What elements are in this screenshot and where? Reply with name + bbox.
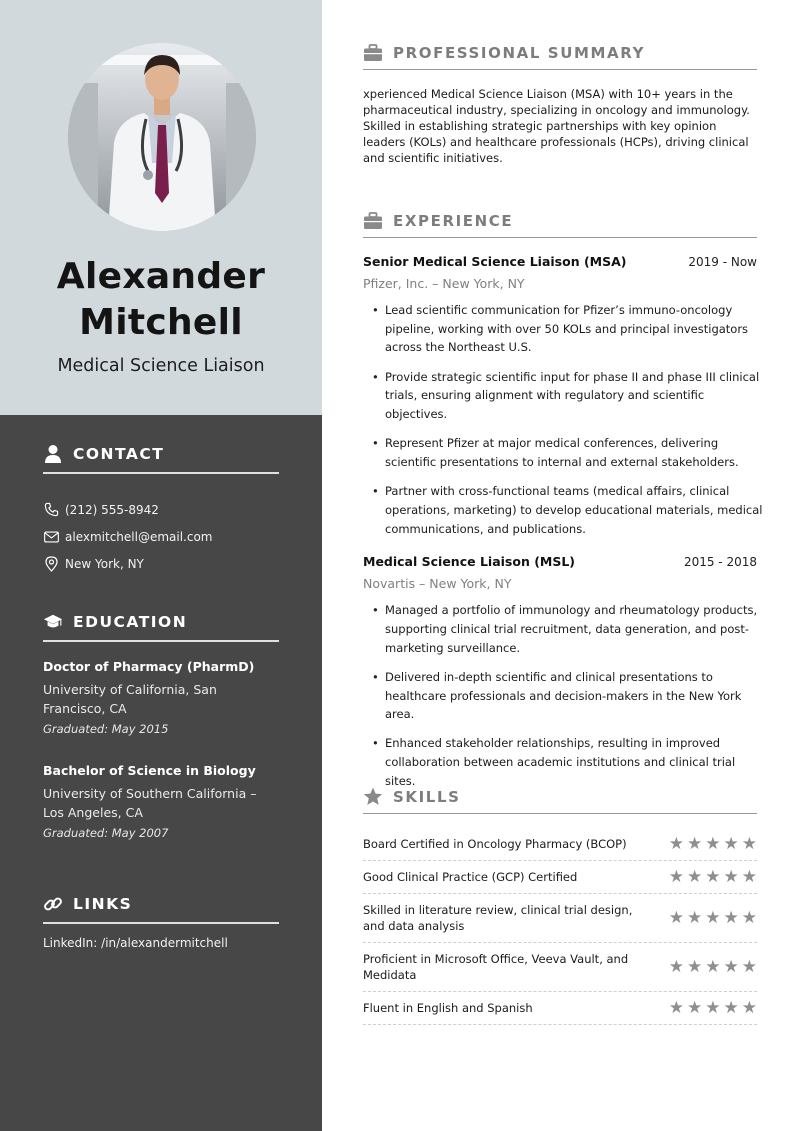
links-title: LINKS xyxy=(73,895,133,913)
star-icon: ★ xyxy=(705,867,721,887)
star-icon: ★ xyxy=(687,867,703,887)
education-graduated: Graduated: May 2015 xyxy=(43,722,169,736)
star-icon: ★ xyxy=(741,867,757,887)
candidate-name xyxy=(0,254,322,346)
experience-title: EXPERIENCE xyxy=(393,211,514,230)
skill-row xyxy=(363,861,757,894)
star-icon: ★ xyxy=(705,908,721,928)
education-item xyxy=(43,658,279,736)
star-icon: ★ xyxy=(705,957,721,977)
skills-heading xyxy=(363,784,757,814)
links-section xyxy=(43,890,279,950)
education-item xyxy=(43,762,279,840)
education-degree: Doctor of Pharmacy (PharmD) xyxy=(43,659,255,674)
star-icon: ★ xyxy=(723,908,739,928)
job-bullet: • Represent Pfizer at major medical conferences, delivering scientific presentations to internal and external stakeholders. xyxy=(363,434,768,471)
briefcase-icon xyxy=(363,43,383,63)
skill-name: Skilled in literature review, clinical trial design, and data analysis xyxy=(363,903,633,933)
candidate-role: Medical Science Liaison xyxy=(57,356,265,376)
map-pin-icon xyxy=(43,556,59,572)
skill-row xyxy=(363,828,757,861)
star-icon: ★ xyxy=(741,908,757,928)
education-title: EDUCATION xyxy=(73,613,188,631)
job-bullet: • Delivered in-depth scientific and clinical presentations to healthcare professionals and decision-makers in the New York area. xyxy=(363,668,768,724)
profile-photo xyxy=(68,43,256,231)
skill-rating xyxy=(666,910,757,926)
contact-location xyxy=(43,550,279,577)
skills-list xyxy=(363,828,757,1025)
summary-heading xyxy=(363,40,757,70)
job-dates: 2019 - Now xyxy=(688,255,757,269)
star-icon: ★ xyxy=(668,908,684,928)
contact-section xyxy=(43,440,279,577)
star-icon: ★ xyxy=(723,998,739,1018)
briefcase-icon xyxy=(363,211,383,231)
graduation-cap-icon xyxy=(43,612,63,632)
skill-row xyxy=(363,992,757,1025)
job-company: Novartis – New York, NY xyxy=(363,576,512,592)
education-school: University of Southern California – Los Angeles, CA xyxy=(43,786,257,820)
skill-rating xyxy=(666,836,757,852)
phone-text[interactable]: (212) 555-8942 xyxy=(65,502,159,517)
summary-section xyxy=(363,40,757,166)
star-icon: ★ xyxy=(723,834,739,854)
skills-title: SKILLS xyxy=(393,787,461,806)
experience-section xyxy=(363,208,763,801)
skill-name: Fluent in English and Spanish xyxy=(363,1001,533,1015)
job-bullet: • Partner with cross-functional teams (medical affairs, clinical operations, marketing) to develop educational materials, medical communications, and publications. xyxy=(363,482,768,538)
email-text[interactable]: alexmitchell@email.com xyxy=(65,529,213,544)
skill-row xyxy=(363,943,757,992)
contact-heading xyxy=(43,440,279,474)
envelope-icon xyxy=(43,529,59,545)
education-heading xyxy=(43,608,279,642)
contact-email xyxy=(43,523,279,550)
star-icon: ★ xyxy=(687,908,703,928)
job-title: Senior Medical Science Liaison (MSA) xyxy=(363,254,627,269)
job-bullet: • Enhanced stakeholder relationships, resulting in improved collaboration between academic institutions and clinical trial sites. xyxy=(363,734,768,790)
job-entry xyxy=(363,554,757,790)
candidate-last-name: Mitchell xyxy=(79,302,243,343)
skill-name: Proficient in Microsoft Office, Veeva Vault, and Medidata xyxy=(363,952,629,982)
summary-title: PROFESSIONAL SUMMARY xyxy=(393,43,646,62)
education-degree: Bachelor of Science in Biology xyxy=(43,763,256,778)
job-dates: 2015 - 2018 xyxy=(683,555,757,570)
profile-header xyxy=(0,0,322,415)
star-icon: ★ xyxy=(668,834,684,854)
skill-name: Good Clinical Practice (GCP) Certified xyxy=(363,870,578,884)
skill-name: Board Certified in Oncology Pharmacy (BCOP) xyxy=(363,837,627,851)
link-icon xyxy=(43,894,63,914)
star-icon: ★ xyxy=(705,834,721,854)
star-icon: ★ xyxy=(723,867,739,887)
skill-row xyxy=(363,894,757,943)
star-icon: ★ xyxy=(668,998,684,1018)
star-icon: ★ xyxy=(687,998,703,1018)
star-icon: ★ xyxy=(741,834,757,854)
star-icon: ★ xyxy=(723,957,739,977)
skills-section xyxy=(363,784,757,1025)
links-heading xyxy=(43,890,279,924)
candidate-first-name: Alexander xyxy=(56,256,266,297)
star-icon: ★ xyxy=(687,957,703,977)
job-bullet: • Lead scientific communication for Pfizer’s immuno-oncology pipeline, working with over 50 KOLs and principal investigators across the Northeast U.S. xyxy=(363,301,768,357)
contact-phone xyxy=(43,496,279,523)
education-school: University of California, San Francisco, CA xyxy=(43,682,217,716)
skill-rating xyxy=(666,959,757,975)
person-icon xyxy=(43,444,63,464)
job-title: Medical Science Liaison (MSL) xyxy=(363,554,576,570)
sidebar xyxy=(0,0,322,1131)
contact-title: CONTACT xyxy=(73,445,165,463)
job-bullet: • Managed a portfolio of immunology and rheumatology products, supporting clinical trial recruitment, data generation, and post-marketing surveillance. xyxy=(363,601,768,657)
job-bullets xyxy=(363,301,768,538)
job-bullet: • Provide strategic scientific input for phase II and phase III clinical trials, ensuring alignment with regulatory and scientific objectives. xyxy=(363,368,768,424)
skill-rating xyxy=(666,1000,757,1016)
star-icon: ★ xyxy=(668,867,684,887)
education-graduated: Graduated: May 2007 xyxy=(43,826,169,840)
linkedin-link[interactable]: LinkedIn: /in/alexandermitchell xyxy=(43,936,228,950)
education-section xyxy=(43,608,279,840)
star-icon: ★ xyxy=(705,998,721,1018)
star-icon: ★ xyxy=(668,957,684,977)
job-company: Pfizer, Inc. – New York, NY xyxy=(363,276,525,291)
job-bullets xyxy=(363,601,768,790)
experience-heading xyxy=(363,208,757,238)
star-icon: ★ xyxy=(687,834,703,854)
phone-icon xyxy=(43,502,59,518)
job-entry xyxy=(363,254,763,538)
star-icon: ★ xyxy=(741,957,757,977)
star-icon xyxy=(363,787,383,807)
skill-rating xyxy=(666,869,757,885)
summary-text: xperienced Medical Science Liaison (MSA) with 10+ years in the pharmaceutical industry, specializing in oncology and immunology. Skilled in establishing strategic partnerships with key opinion leaders (KOLs) and healthcare professionals (HCPs), driving clinical and scientific initiatives. xyxy=(363,87,750,165)
star-icon: ★ xyxy=(741,998,757,1018)
location-text: New York, NY xyxy=(65,556,144,571)
